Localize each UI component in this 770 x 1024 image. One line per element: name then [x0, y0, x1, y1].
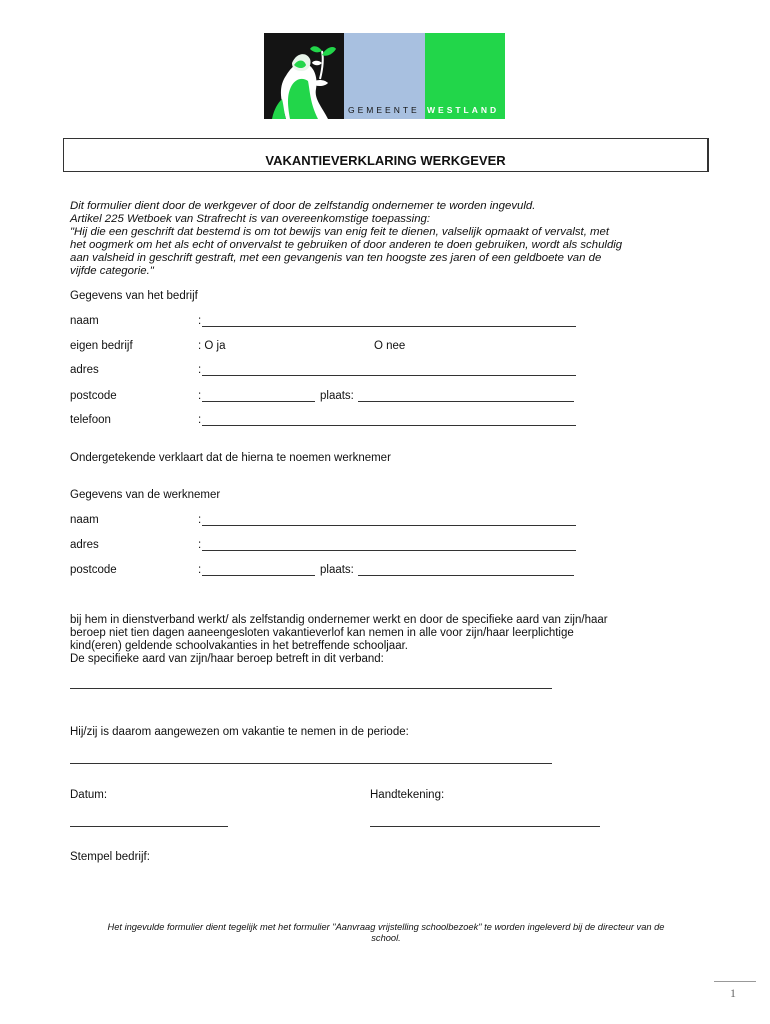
company-postcode-label: postcode [70, 390, 117, 402]
company-telefoon-label: telefoon [70, 414, 111, 426]
title-box [63, 138, 709, 172]
footer-note-line: Het ingevulde formulier dient tegelijk met het formulier "Aanvraag vrijstelling schoolbezoek" te worden ingeleverd bij de directeur van de [107, 922, 665, 932]
intro-line: het oogmerk om het als echt of onvervalst te gebruiken of door anderen te doen gebruiken, wordt als schuldig [70, 239, 623, 251]
colon: : [198, 539, 202, 551]
seated-figure-icon [264, 33, 344, 119]
company-plaats-field[interactable] [358, 401, 574, 402]
handtekening-label: Handtekening: [370, 789, 445, 801]
footer-note [70, 922, 702, 944]
form-title: VAKANTIEVERKLARING WERKGEVER [265, 153, 506, 168]
profession-field[interactable] [70, 688, 552, 689]
declaration-text: Ondergetekende verklaart dat de hierna te noemen werknemer [70, 452, 391, 464]
intro-text [70, 200, 710, 278]
paragraph-line: bij hem in dienstverband werkt/ als zelfstandig ondernemer werkt en door de specifieke aard van zijn/haar [70, 614, 608, 626]
employee-adres-field[interactable] [202, 550, 576, 551]
company-adres-label: adres [70, 364, 99, 376]
colon: : [198, 514, 202, 526]
employee-postcode-label: postcode [70, 564, 117, 576]
company-telefoon-field[interactable] [202, 425, 576, 426]
datum-label: Datum: [70, 789, 108, 801]
company-eigen-label: eigen bedrijf [70, 340, 133, 352]
intro-line: aan valsheid in geschrift gestraft, met een gevangenis van ten hoogste zes jaren of een geldboete van de [70, 252, 602, 264]
paragraph-line: kind(eren) geldende schoolvakanties in het betreffende schooljaar. [70, 640, 408, 652]
company-heading: Gegevens van het bedrijf [70, 290, 198, 302]
employee-plaats-field[interactable] [358, 575, 574, 576]
intro-line: Dit formulier dient door de werkgever of door de zelfstandig ondernemer te worden ingevuld. [70, 200, 536, 212]
intro-line: "Hij die een geschrift dat bestemd is om tot bewijs van enig feit te dienen, valselijk opmaakt of vervalst, met [70, 226, 610, 238]
company-adres-field[interactable] [202, 375, 576, 376]
colon: : [198, 315, 202, 327]
company-postcode-field[interactable] [202, 401, 315, 402]
stempel-label: Stempel bedrijf: [70, 851, 150, 863]
page-number-rule [714, 981, 756, 982]
period-field[interactable] [70, 763, 552, 764]
intro-line: vijfde categorie." [70, 265, 154, 277]
eigen-ja-option[interactable]: : O ja [198, 340, 226, 352]
handtekening-field[interactable] [370, 826, 600, 827]
page-number: 1 [730, 986, 736, 1000]
employee-plaats-label: plaats: [320, 564, 354, 576]
footer-note-line: school. [371, 933, 401, 943]
employee-naam-field[interactable] [202, 525, 576, 526]
body-paragraph [70, 614, 710, 666]
paragraph-line: beroep niet tien dagen aaneengesloten vakantieverlof kan nemen in alle voor zijn/haar leerplichtige [70, 627, 574, 639]
paragraph-line: De specifieke aard van zijn/haar beroep betreft in dit verband: [70, 653, 384, 665]
logo-text-gemeente: GEMEENTE [348, 105, 420, 115]
colon: : [198, 564, 202, 576]
employee-postcode-field[interactable] [202, 575, 315, 576]
logo-figure-panel [264, 33, 344, 119]
datum-field[interactable] [70, 826, 228, 827]
colon: : [198, 390, 202, 402]
logo-text-westland: WESTLAND [427, 105, 500, 115]
colon: : [198, 364, 202, 376]
gemeente-westland-logo [264, 33, 505, 119]
colon: : [198, 414, 202, 426]
eigen-nee-option[interactable]: O nee [374, 340, 406, 352]
company-naam-label: naam [70, 315, 99, 327]
employee-heading: Gegevens van de werknemer [70, 489, 221, 501]
company-naam-field[interactable] [202, 326, 576, 327]
company-plaats-label: plaats: [320, 390, 354, 402]
period-text: Hij/zij is daarom aangewezen om vakantie te nemen in de periode: [70, 726, 409, 738]
employee-adres-label: adres [70, 539, 99, 551]
employee-naam-label: naam [70, 514, 99, 526]
intro-line: Artikel 225 Wetboek van Strafrecht is van overeenkomstige toepassing: [70, 213, 431, 225]
